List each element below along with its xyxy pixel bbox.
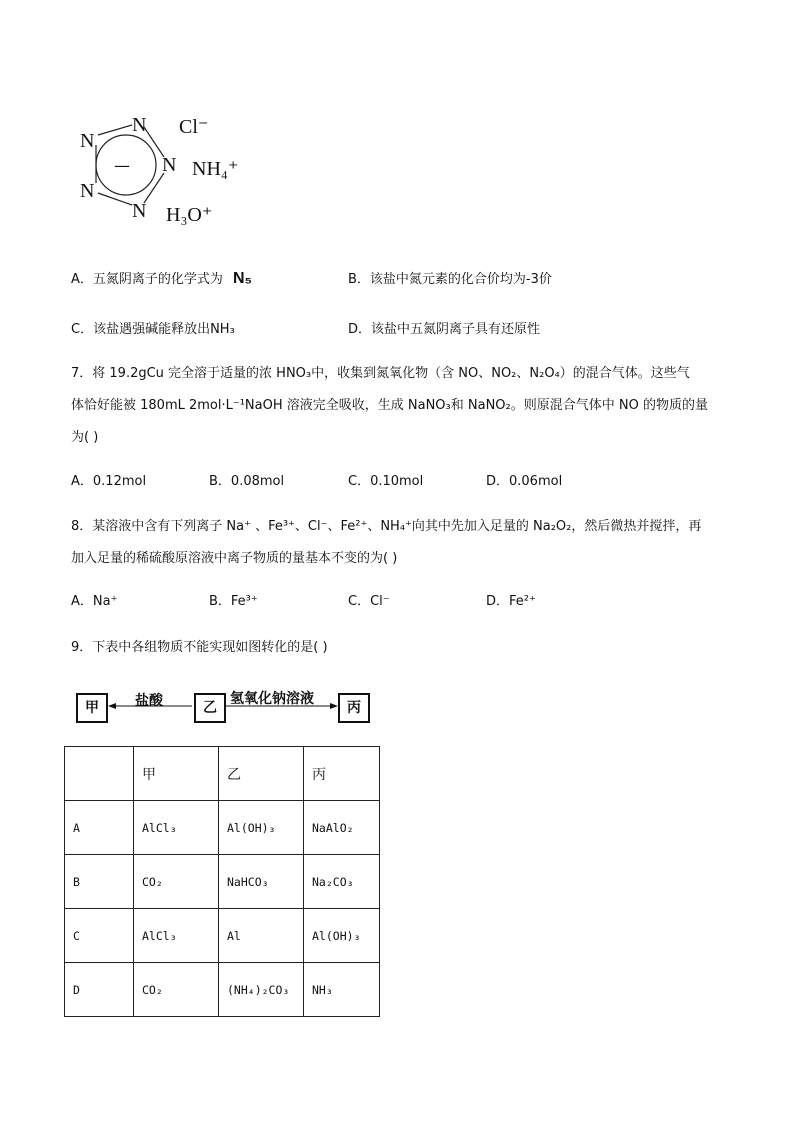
table-cell: CO₂ — [134, 963, 219, 1017]
table-cell: CO₂ — [134, 855, 219, 909]
q6-option-a-text: A．五氮阴离子的化学式为 — [71, 272, 223, 287]
q7-option-b: B．0.08mol — [209, 474, 285, 489]
arrow-label-hcl: 盐酸 — [135, 693, 163, 709]
ring-charge: — — [114, 156, 130, 175]
q7-stem-line-3: 为( ) — [71, 430, 99, 445]
pentazolate-structure-figure — [76, 105, 256, 230]
table-row — [65, 801, 380, 855]
q6-option-c: C．该盐遇强碱能释放出NH₃ — [71, 322, 235, 337]
q9-table — [64, 746, 380, 1017]
q7-stem-line-2: 体恰好能被 180mL 2mol·L⁻¹NaOH 溶液完全吸收，生成 NaNO₃和 NaNO₂。则原混合气体中 NO 的物质的量 — [71, 398, 708, 413]
atom-n-left-top: N — [80, 130, 95, 152]
table-row — [65, 963, 380, 1017]
table-header-cell — [65, 747, 134, 801]
table-cell: (NH₄)₂CO₃ — [219, 963, 304, 1017]
table-header-cell: 乙 — [219, 747, 304, 801]
table-row — [65, 855, 380, 909]
table-cell: Al(OH)₃ — [219, 801, 304, 855]
atom-n-left-bottom: N — [80, 180, 95, 202]
table-cell: Al(OH)₃ — [304, 909, 380, 963]
table-cell: NaAlO₂ — [304, 801, 380, 855]
table-cell: NH₃ — [304, 963, 380, 1017]
table-cell: D — [65, 963, 134, 1017]
table-cell: A — [65, 801, 134, 855]
diagram-box-jia: 甲 — [76, 693, 108, 723]
atom-n-top: N — [132, 114, 147, 136]
table-header-cell: 甲 — [134, 747, 219, 801]
diagram-box-yi: 乙 — [194, 693, 226, 723]
q8-option-d: D．Fe²⁺ — [486, 594, 536, 609]
table-cell: AlCl₃ — [134, 909, 219, 963]
q9-stem: 9．下表中各组物质不能实现如图转化的是( ) — [71, 640, 328, 655]
table-row — [65, 909, 380, 963]
q6-option-b: B．该盐中氮元素的化合价均为-3价 — [348, 272, 552, 287]
q7-option-a: A．0.12mol — [71, 474, 147, 489]
table-cell: C — [65, 909, 134, 963]
q6-option-a — [71, 268, 252, 288]
q6-option-a-formula: N₅ — [233, 270, 252, 287]
q8-option-a: A．Na⁺ — [71, 594, 118, 609]
q8-stem-line-2: 加入足量的稀硫酸原溶液中离子物质的量基本不变的为( ) — [71, 551, 398, 566]
ion-hydronium: H₃O⁺ — [166, 204, 213, 226]
q7-stem-line-1: 7．将 19.2gCu 完全溶于适量的浓 HNO₃中，收集到氮氧化物（含 NO、NO₂、N₂O₄）的混合气体。这些气 — [71, 366, 690, 381]
q8-stem-line-1: 8．某溶液中含有下列离子 Na⁺ 、Fe³⁺、Cl⁻、Fe²⁺、NH₄⁺向其中先加入足量的 Na₂O₂，然后微热并搅拌，再 — [71, 519, 702, 534]
q7-option-c: C．0.10mol — [348, 474, 424, 489]
ion-chloride: Cl⁻ — [179, 116, 209, 138]
q8-option-c: C．Cl⁻ — [348, 594, 390, 609]
table-header-row — [65, 747, 380, 801]
diagram-box-bing: 丙 — [338, 693, 370, 723]
arrow-label-naoh: 氢氧化钠溶液 — [230, 691, 314, 707]
table-header-cell: 丙 — [304, 747, 380, 801]
q8-option-b: B．Fe³⁺ — [209, 594, 258, 609]
table-cell: NaHCO₃ — [219, 855, 304, 909]
table-cell: Na₂CO₃ — [304, 855, 380, 909]
table-cell: Al — [219, 909, 304, 963]
atom-n-right: N — [162, 154, 177, 176]
table-cell: B — [65, 855, 134, 909]
atom-n-bottom: N — [132, 200, 147, 222]
q7-option-d: D．0.06mol — [486, 474, 563, 489]
q6-option-d: D．该盐中五氮阴离子具有还原性 — [348, 322, 541, 337]
table-cell: AlCl₃ — [134, 801, 219, 855]
ion-ammonium: NH₄⁺ — [192, 158, 239, 180]
